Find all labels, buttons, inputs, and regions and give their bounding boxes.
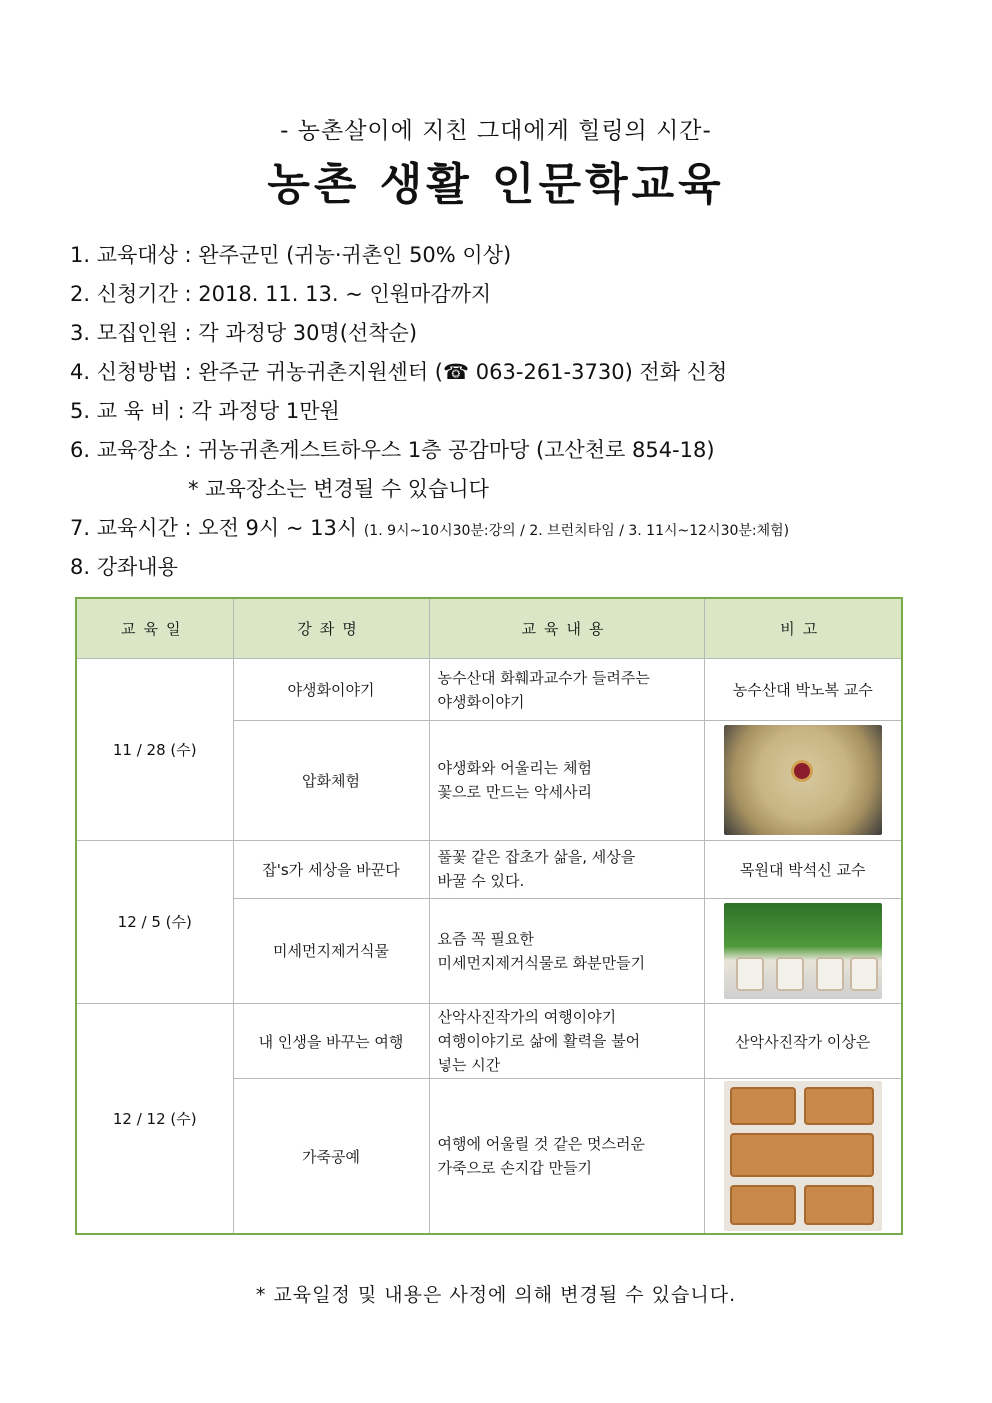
- note-cell: 농수산대 박노복 교수: [704, 659, 902, 721]
- date-cell: 12 / 5 (수): [76, 840, 233, 1003]
- header-date: 교육일: [76, 598, 233, 659]
- desc-line: 미세먼지제거식물로 화분만들기: [437, 953, 646, 972]
- table-header-row: [76, 598, 902, 659]
- date-cell: 12 / 12 (수): [76, 1003, 233, 1234]
- info-time-detail: (1. 9시~10시30분:강의 / 2. 브런치타임 / 3. 11시~12시30분:체험): [363, 523, 790, 539]
- course-name: 내 인생을 바꾸는 여행: [233, 1003, 429, 1078]
- info-item-target: 1. 교육대상 : 완주군민 (귀농·귀촌인 50% 이상): [70, 243, 512, 267]
- footer-note: * 교육일정 및 내용은 사정에 의해 변경될 수 있습니다.: [255, 1284, 737, 1306]
- date-cell: 11 / 28 (수): [76, 659, 233, 840]
- plants-photo: [724, 903, 882, 999]
- desc-line: 농수산대 화훼과교수가 들려주는: [437, 668, 650, 687]
- info-item-time: [70, 513, 940, 552]
- info-item-period: 2. 신청기간 : 2018. 11. 13. ~ 인원마감까지: [70, 282, 492, 306]
- info-item-fee: 5. 교 육 비 : 각 과정당 1만원: [70, 399, 340, 423]
- course-desc: [429, 721, 704, 840]
- note-cell: [704, 898, 902, 1003]
- info-time-main: 7. 교육시간 : 오전 9시 ~ 13시: [70, 516, 358, 540]
- course-name: 가죽공예: [233, 1079, 429, 1234]
- course-desc: [429, 659, 704, 721]
- info-location-note: * 교육장소는 변경될 수 있습니다: [188, 477, 489, 501]
- course-name: 미세먼지제거식물: [233, 898, 429, 1003]
- desc-line: 넣는 시간: [437, 1056, 501, 1074]
- desc-line: 가죽으로 손지갑 만들기: [437, 1159, 592, 1178]
- desc-line: 여행에 어울릴 것 같은 멋스러운: [437, 1135, 645, 1154]
- course-desc: [429, 1079, 704, 1234]
- page-title: 농촌 생활 인문학교육: [267, 159, 725, 210]
- course-name: 잡's가 세상을 바꾼다: [233, 840, 429, 898]
- course-desc: [429, 840, 704, 898]
- table-row: [76, 659, 902, 721]
- desc-line: 요즘 꼭 필요한: [437, 929, 534, 948]
- desc-line: 바꿀 수 있다.: [437, 872, 525, 891]
- course-name: 야생화이야기: [233, 659, 429, 721]
- table-row: [76, 1003, 902, 1078]
- note-cell: 산악사진작가 이상은: [704, 1003, 902, 1078]
- course-desc: [429, 898, 704, 1003]
- course-name: 압화체험: [233, 721, 429, 840]
- info-list: [70, 240, 940, 591]
- desc-line: 여행이야기로 삶에 활력을 불어: [437, 1032, 641, 1050]
- subtitle: - 농촌살이에 지친 그대에게 힐링의 시간-: [280, 118, 712, 144]
- info-item-capacity: 3. 모집인원 : 각 과정당 30명(선착순): [70, 321, 418, 345]
- info-item-course: 8. 강좌내용: [70, 555, 178, 579]
- header-course: 강좌명: [233, 598, 429, 659]
- leather-wallet-photo: [724, 1081, 882, 1231]
- desc-line: 풀꽃 같은 잡초가 삶을, 세상을: [437, 848, 636, 867]
- desc-line: 야생화와 어울리는 체험: [437, 759, 592, 778]
- note-cell: [704, 721, 902, 840]
- desc-line: 산악사진작가의 여행이야기: [437, 1008, 617, 1026]
- header-content: 교육내용: [429, 598, 704, 659]
- note-cell: [704, 1079, 902, 1234]
- info-item-method: 4. 신청방법 : 완주군 귀농귀촌지원센터 (☎ 063-261-3730) 전화 신청: [70, 360, 728, 384]
- schedule-table: [75, 597, 903, 1235]
- note-cell: 목원대 박석신 교수: [704, 840, 902, 898]
- desc-line: 꽃으로 만드는 악세사리: [437, 783, 592, 802]
- desc-line: 야생화이야기: [437, 692, 525, 711]
- info-item-location: 6. 교육장소 : 귀농귀촌게스트하우스 1층 공감마당 (고산천로 854-18): [70, 438, 715, 462]
- bracelet-photo: [724, 725, 882, 835]
- table-row: [76, 840, 902, 898]
- header-note: 비고: [704, 598, 902, 659]
- course-desc: [429, 1003, 704, 1078]
